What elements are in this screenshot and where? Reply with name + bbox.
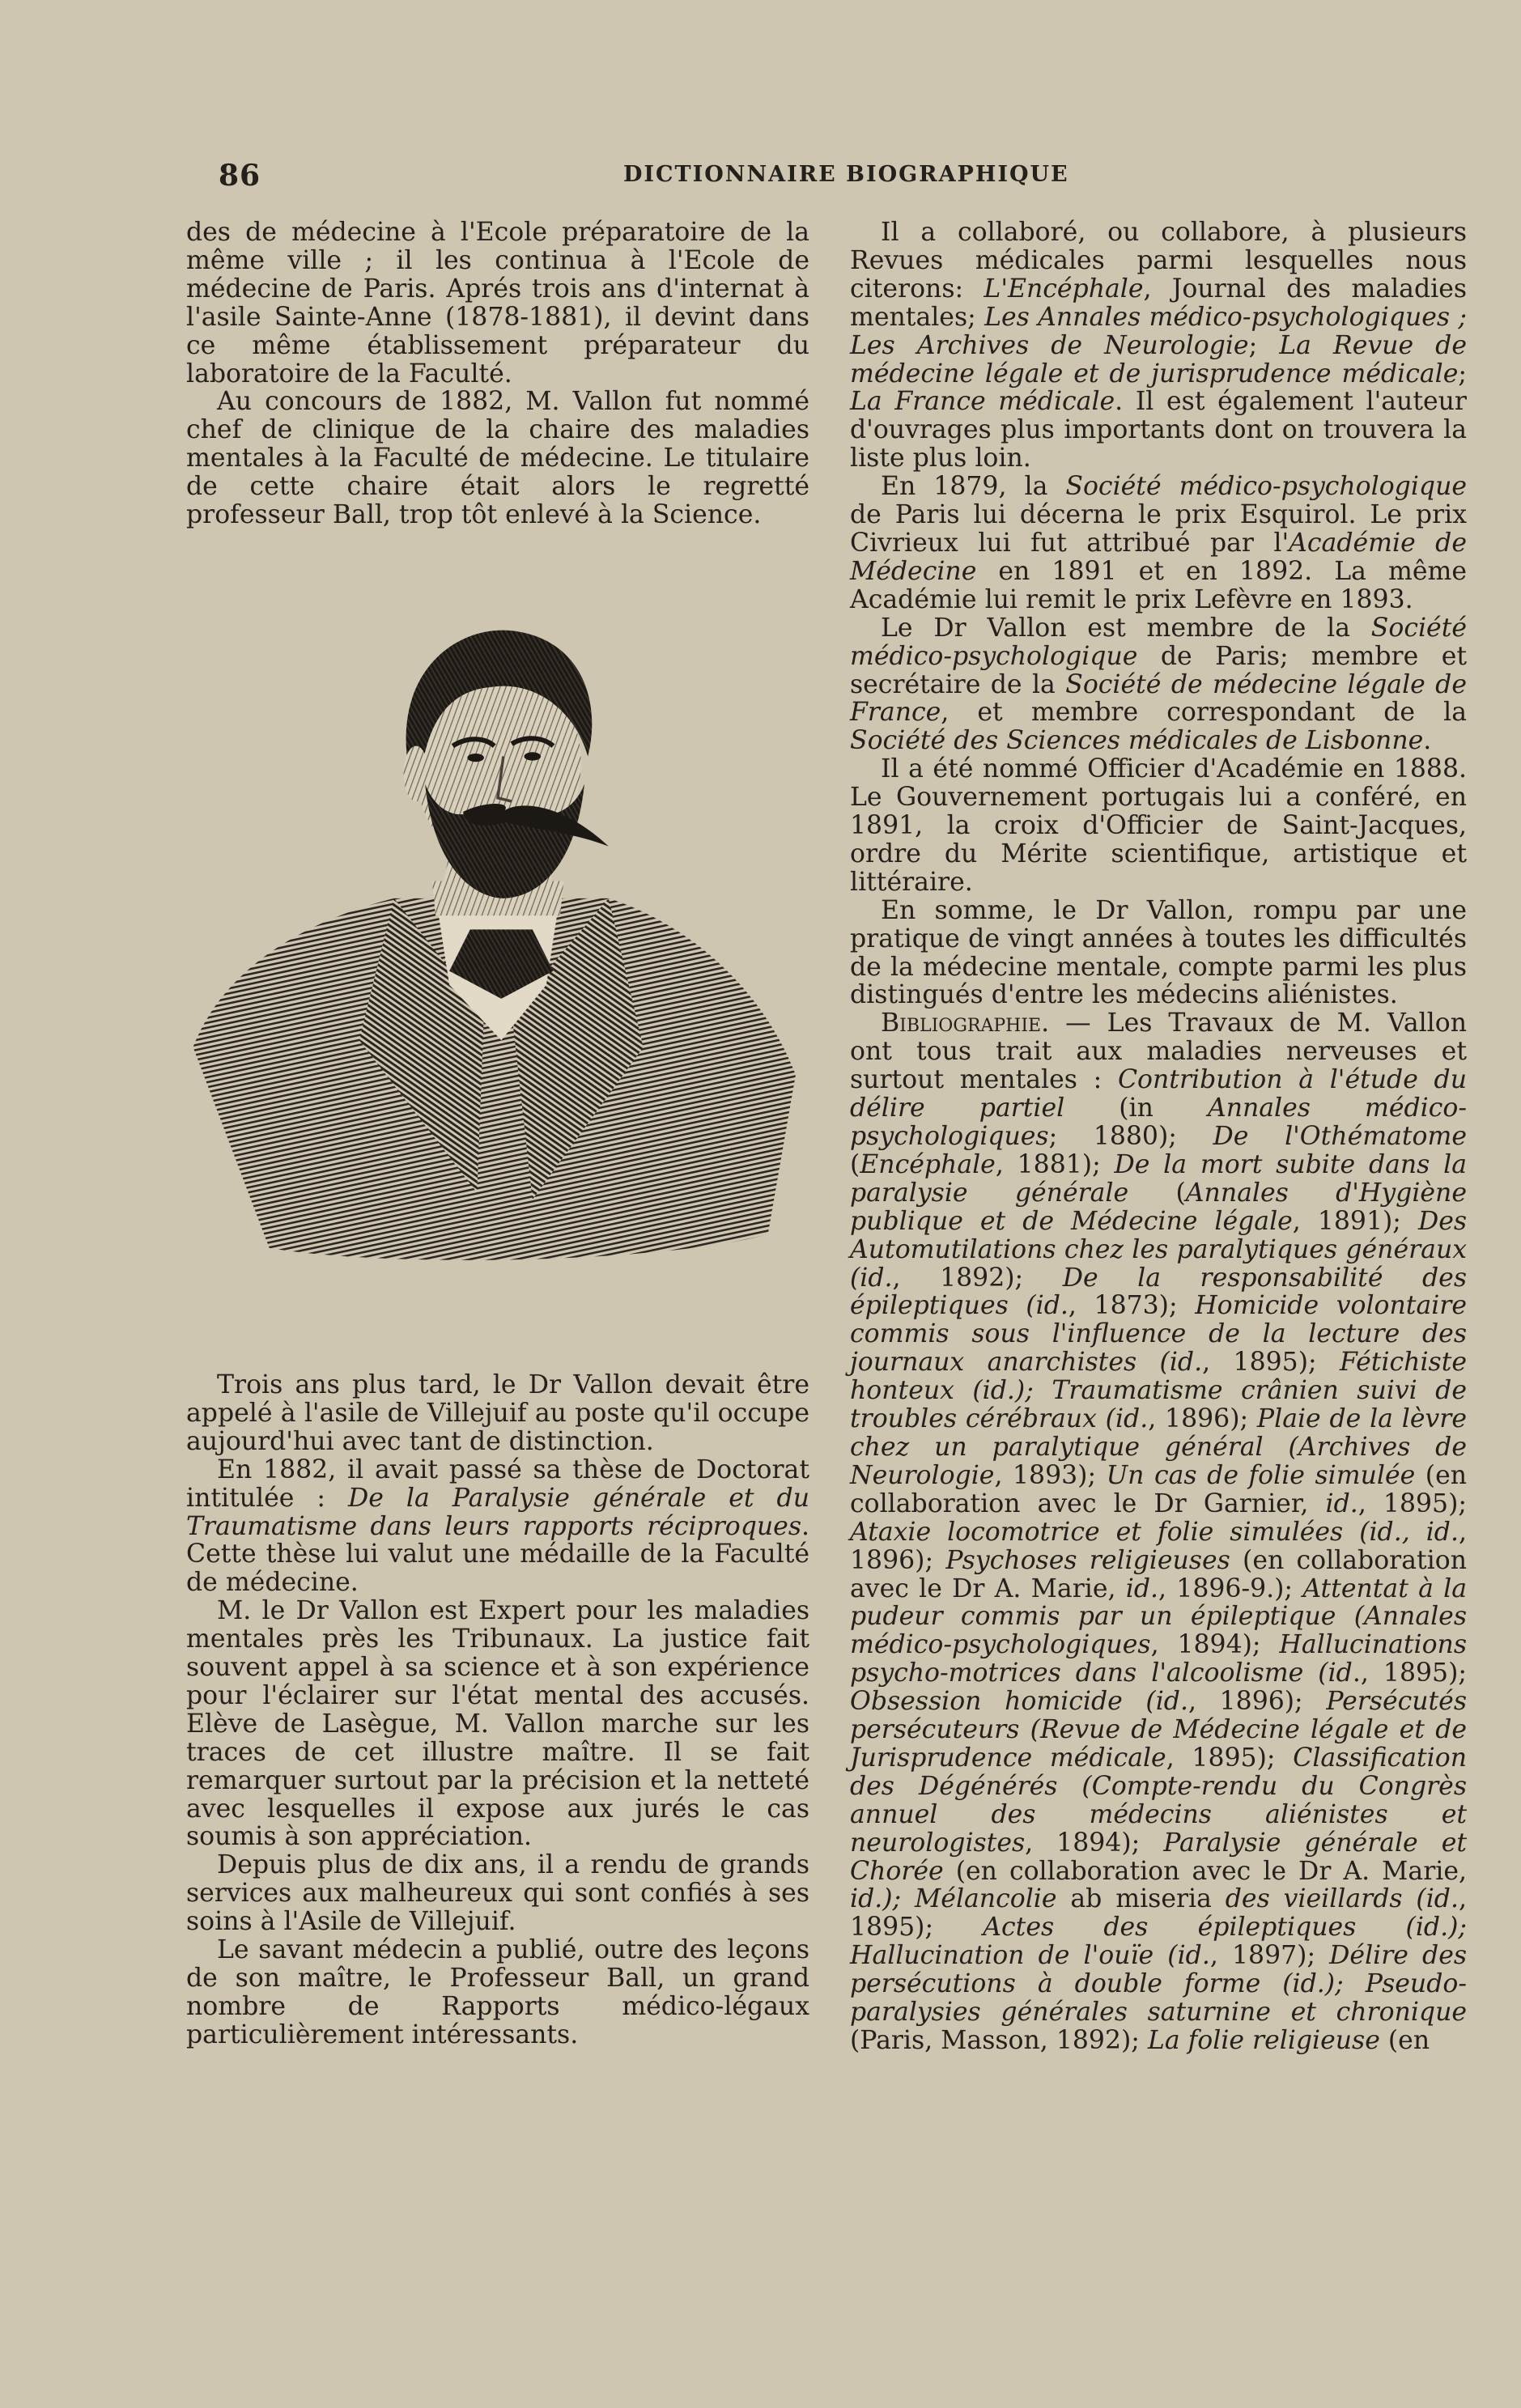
paragraph: En somme, le Dr Vallon, rompu par une pratique de vingt années à toutes les difficultés de la médecine mentale, compte parmi les plus distingués d'entre les médecins aliénistes. (850, 895, 1467, 1010)
paragraph: Il a été nommé Officier d'Académie en 1888. Le Gouvernement portugais lui a conféré, en 1891, la croix d'Officier de Saint-Jacques, ordre du Mérite scientifique, artistique et littéraire. (850, 754, 1467, 897)
paragraph: Le Dr Vallon est membre de la Société médico-psychologique de Paris; membre et secrétaire de la Société de médecine légale de France, et membre correspondant de la Société des Sciences médicales de Lisbonne. (850, 613, 1467, 756)
paragraph: Il a collaboré, ou collabore, à plusieurs Revues médicales parmi lesquelles nous citerons: L'Encéphale, Journal des maladies mentales; Les Annales médico-psychologiques ; Les Archives de Neurologie; La Revue de médecine légale et de jurisprudence médicale; La France médicale. Il est également l'auteur d'ouvrages plus importants dont on trouvera la liste plus loin. (850, 218, 1467, 474)
page-header (219, 159, 1481, 194)
running-title: DICTIONNAIRE BIOGRAPHIQUE (623, 162, 1069, 187)
paragraph: Le savant médecin a publié, outre des leçons de son maître, le Professeur Ball, un grand nombre de Rapports médico-légaux particulièrement intéressants. (186, 1935, 809, 2049)
portrait-engraving (186, 570, 809, 1331)
left-column (186, 219, 809, 2049)
paragraph: Trois ans plus tard, le Dr Vallon devait être appelé à l'asile de Villejuif au poste qu'il occupe aujourd'hui avec tant de distinction. (186, 1370, 809, 1456)
right-column (850, 219, 1467, 2055)
bibliography-label: Bibliographie. (881, 1009, 1050, 1038)
thesis-title: De la Paralysie générale et du Traumatisme dans leurs rapports réciproques (186, 1483, 809, 1541)
paragraph: M. le Dr Vallon est Expert pour les maladies mentales près les Tribunaux. La justice fait souvent appel à sa science et à son expérience pour l'éclairer sur l'état mental des accusés. Elève de Lasègue, M. Vallon marche sur les traces de cet illustre maître. Il se fait remarquer surtout par la précision et la netteté avec lesquelles il expose aux jurés le cas soumis à son appréciation. (186, 1596, 809, 1852)
paragraph: des de médecine à l'Ecole préparatoire de la même ville ; il les continua à l'Ecole de médecine de Paris. Aprés trois ans d'internat à l'asile Sainte-Anne (1878-1881), il devint dans ce même établissement préparateur du laboratoire de la Faculté. (186, 218, 809, 389)
paragraph: En 1882, il avait passé sa thèse de Doctorat intitulée : De la Paralysie générale et du Traumatisme dans leurs rapports réciproques. Cette thèse lui valut une médaille de la Faculté de médecine. (186, 1455, 809, 1598)
paragraph: En 1879, la Société médico-psychologique de Paris lui décerna le prix Esquirol. Le prix Civrieux lui fut attribué par l'Académie de Médecine en 1891 et en 1892. La même Académie lui remit le prix Lefèvre en 1893. (850, 472, 1468, 614)
paragraph: Depuis plus de dix ans, il a rendu de grands services aux malheureux qui sont confiés à ses soins à l'Asile de Villejuif. (186, 1850, 809, 1937)
paragraph: Au concours de 1882, M. Vallon fut nommé chef de clinique de la chaire des maladies mentales à la Faculté de médecine. Le titulaire de cette chaire était alors le regretté professeur Ball, trop tôt enlevé à la Science. (186, 387, 809, 530)
bibliography-paragraph: Bibliographie. — Les Travaux de M. Vallon ont tous trait aux maladies nerveuses et surtout mentales : Contribution à l'étude du délire partiel (in Annales médico-psychologiques; 1880); De l'Othématome (Encéphale, 1881); De la mort subite dans la paralysie générale (Annales d'Hygiène publique et de Médecine légale, 1891); Des Automutilations chez les paralytiques généraux (id., 1892); De la responsabilité des épileptiques (id., 1873); Homicide volontaire commis sous l'influence de la lecture des journaux anarchistes (id., 1895); Fétichiste honteux (id.); Traumatisme crânien suivi de troubles cérébraux (id., 1896); Plaie de la lèvre chez un paralytique général (Archives de Neurologie, 1893); Un cas de folie simulée (en collaboration avec le Dr Garnier, id., 1895); Ataxie locomotrice et folie simulées (id., id., 1896); Psychoses religieuses (en collaboration avec le Dr A. Marie, id., 1896-9.); Attentat à la pudeur commis par un épileptique (Annales médico-psychologiques, 1894); Hallucinations psycho-motrices dans l'alcoolisme (id., 1895); Obsession homicide (id., 1896); Persécutés persécuteurs (Revue de Médecine légale et de Jurisprudence médicale, 1895); Classification des Dégénérés (Compte-rendu du Congrès annuel des médecins aliénistes et neurologistes, 1894); Paralysie générale et Chorée (en collaboration avec le Dr A. Marie, id.); Mélancolie ab miseria des vieillards (id., 1895); Actes des épileptiques (id.); Hallucination de l'ouïe (id., 1897); Délire des persécutions à double forme (id.); Pseudo-paralysies générales saturnine et chronique (Paris, Masson, 1892); La folie religieuse (en (850, 1009, 1468, 2055)
portrait-figure (186, 529, 809, 1371)
page-number: 86 (219, 159, 261, 193)
